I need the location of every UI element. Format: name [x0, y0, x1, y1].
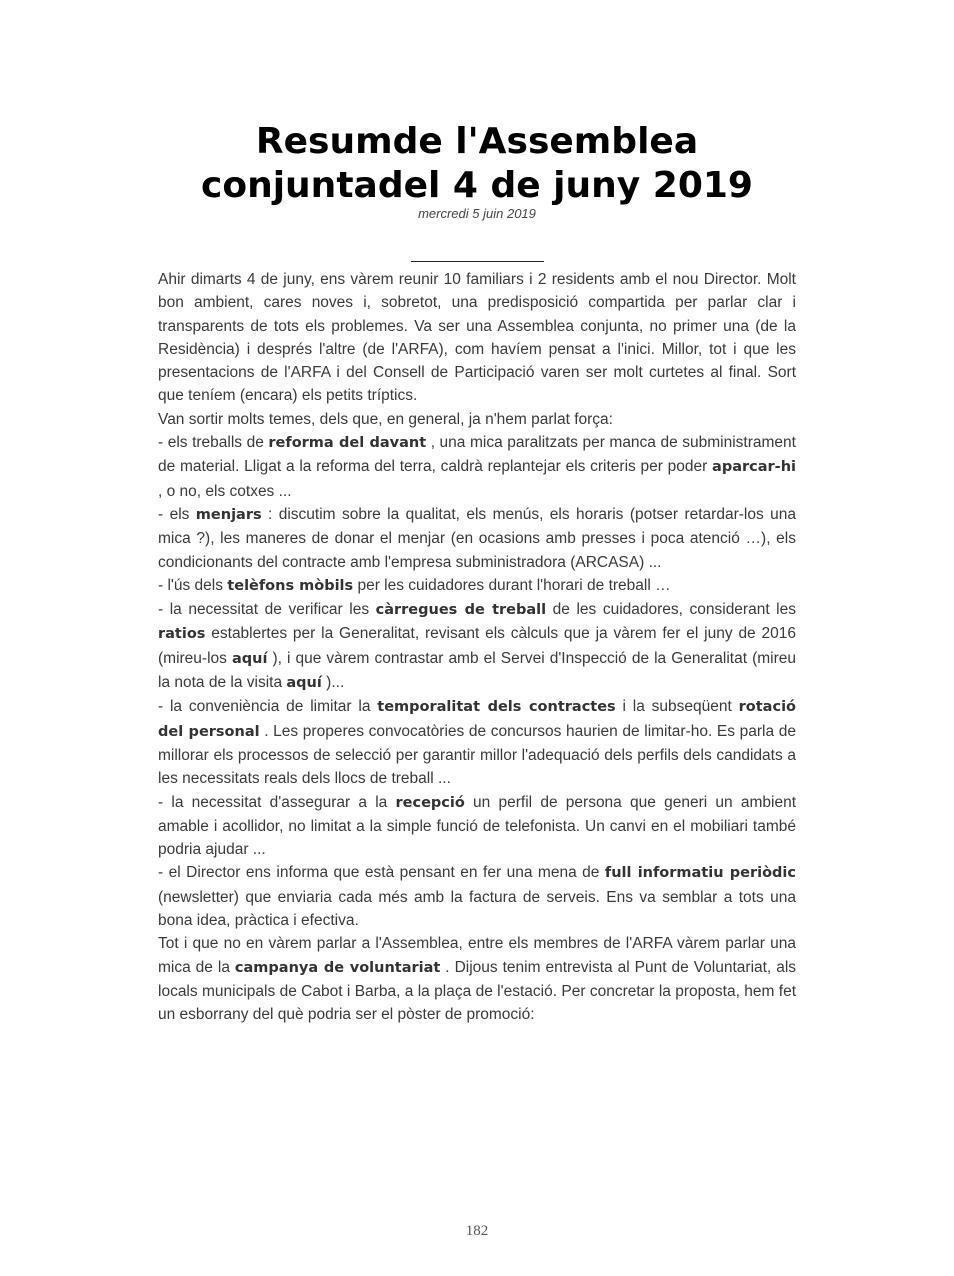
topic-text: per les cuidadores durant l'horari de treball … — [353, 576, 671, 594]
topic-item-carregues — [158, 598, 796, 695]
aqui-link-2[interactable]: aquí — [286, 675, 322, 692]
topic-text: , una mica paralitzats per manca de subministrament de material. Lligat a la reforma del terra, caldrà replantejar els criteris per poder — [158, 434, 796, 476]
closing-text: Tot i que no en vàrem parlar a l'Assemblea, entre els membres de l'ARFA vàrem parlar una mica de la — [158, 935, 796, 976]
topic-text: - la necessitat d'assegurar a la — [158, 793, 396, 811]
keyword-reforma: reforma del davant — [268, 435, 427, 452]
topic-text: - els — [158, 505, 196, 523]
topic-text: ), i que vàrem contrastar amb el Servei d'Inspecció de la Generalitat (mireu la nota de la visita — [158, 649, 797, 692]
topic-text: )... — [321, 674, 345, 692]
topic-text: - l'ús dels — [158, 576, 228, 594]
keyword-temporalitat: temporalitat dels contractes — [377, 699, 616, 716]
topic-text: un perfil de persona que generi un ambient amable i acollidor, no limitat a la simple funció de telefonista. Un canvi en el mobiliari també podria ajudar ... — [158, 793, 797, 859]
topic-item-telefons — [158, 574, 796, 598]
topic-text: de les cuidadores, considerant les — [546, 601, 797, 619]
topic-text: i la subseqüent — [615, 698, 739, 716]
topic-item-recepcio — [158, 791, 796, 862]
topic-text: - el Director ens informa que està pensant en fer una mena de — [158, 864, 605, 882]
topic-item-temporalitat — [158, 695, 796, 790]
title-line-2: conjuntadel 4 de juny 2019 — [201, 165, 753, 206]
topic-text: : discutim sobre la qualitat, els menús, els horaris (potser retardar-los una mica ?), les maneres de donar el menjar (en ocasions amb presses i poca atenció …), els condicionants del contracte amb l'empresa subministradora (ARCASA) ... — [158, 505, 796, 571]
topic-text: - la conveniència de limitar la — [158, 698, 378, 716]
keyword-full-informatiu: full informatiu periòdic — [604, 865, 796, 882]
topic-item-menjars — [158, 503, 796, 574]
topic-item-reforma — [158, 431, 796, 503]
separator-rule — [411, 261, 544, 262]
topic-text: establertes per la Generalitat, revisant els càlculs que ja vàrem fer el juny de 2016 (mireu-los — [158, 625, 796, 667]
keyword-aparcar: aparcar-hi — [712, 459, 796, 476]
topic-text: - la necessitat de verificar les — [158, 601, 376, 619]
keyword-voluntariat: campanya de voluntariat — [234, 959, 441, 976]
article-body — [158, 268, 796, 1027]
keyword-menjars: menjars — [195, 506, 262, 523]
closing-text: . Dijous tenim entrevista al Punt de Voluntariat, als locals municipals de Cabot i Barba, a la plaça de l'estació. Per concretar la proposta, hem fet un esborrany del què podria ser el pòster de promoció: — [158, 958, 797, 1024]
title-line-1: Resumde l'Assemblea — [255, 121, 699, 162]
keyword-rotacio: rotació del personal — [158, 699, 796, 740]
keyword-ratios: ratios — [158, 626, 206, 643]
topic-text: . Les properes convocatòries de concursos haurien de limitar-ho. Es parla de millorar els processos de selecció per garantir millor l'adequació dels perfils dels candidats a les necessitats reals dels llocs de treball ... — [158, 722, 796, 788]
aqui-link-1[interactable]: aquí — [231, 650, 268, 667]
topic-text: (newsletter) que enviaria cada més amb la factura de serveis. Ens va semblar a tots una bona idea, pràctica i efectiva. — [158, 888, 796, 930]
topic-text: , o no, els cotxes ... — [158, 482, 292, 500]
page-title — [130, 120, 824, 208]
post-date: mercredi 5 juin 2019 — [418, 206, 536, 221]
topic-text: - els treballs de — [158, 434, 269, 452]
topics-intro: Van sortir molts temes, dels que, en general, ja n'hem parlat força: — [158, 410, 613, 428]
topic-item-full-informatiu — [158, 861, 796, 932]
closing-paragraph — [158, 932, 796, 1026]
keyword-recepcio: recepció — [395, 794, 465, 811]
page-number: 182 — [465, 1223, 489, 1239]
intro-paragraph: Ahir dimarts 4 de juny, ens vàrem reunir 10 familiars i 2 residents amb el nou Director. Molt bon ambient, cares noves i, sobretot, una predisposició compartida per parlar clar i transparents de tots els problemes. Va ser una Assemblea conjunta, no primer una (de la Residència) i després l'altre (de l'ARFA), com havíem pensat a l'inici. Millor, tot i que les presentacions de l'ARFA i del Consell de Participació varen ser molt curtetes al final. Sort que teníem (encara) els petits tríptics. — [158, 271, 796, 405]
keyword-carregues: càrregues de treball — [375, 602, 547, 619]
keyword-telefons: telèfons mòbils — [227, 577, 354, 594]
